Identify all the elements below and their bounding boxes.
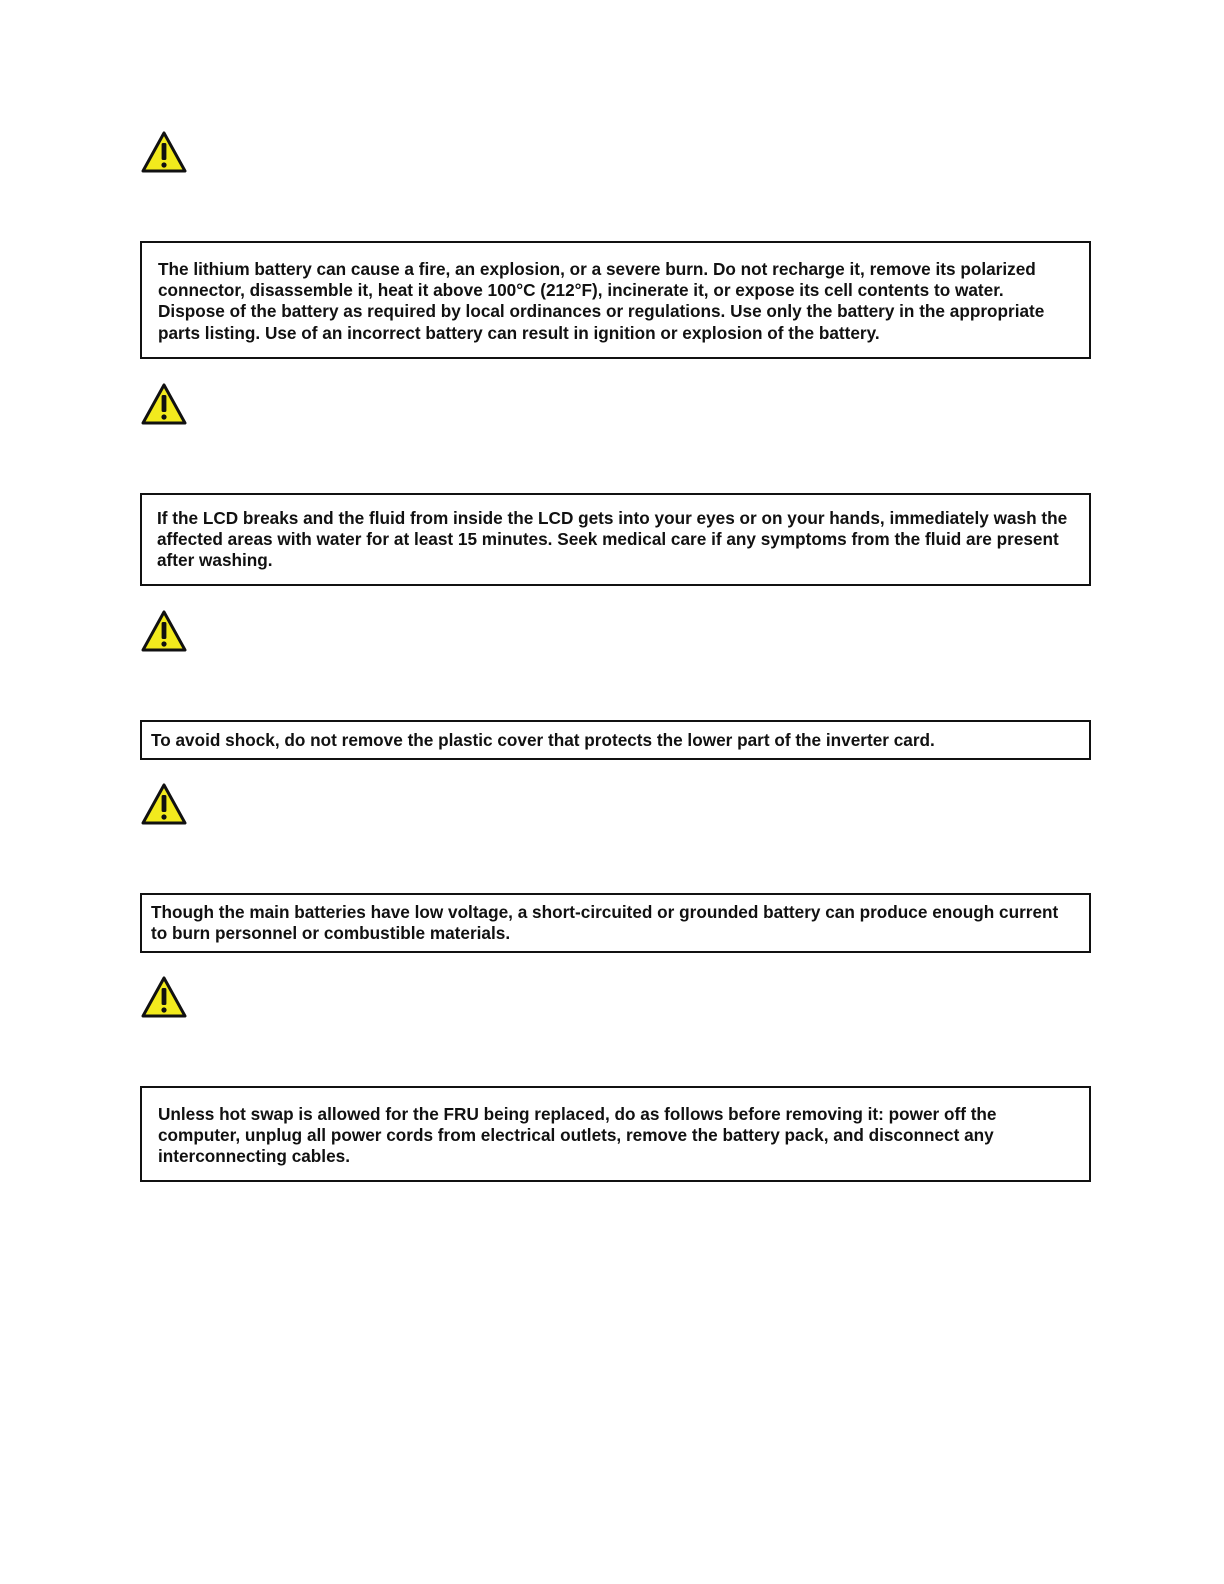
hot-swap-fru-caution-notice <box>140 1086 1091 1182</box>
lithium-battery-caution-notice <box>140 241 1091 359</box>
inverter-shock-caution-notice <box>140 720 1091 760</box>
notice-text: To avoid shock, do not remove the plastic cover that protects the lower part of the inverter card. <box>151 730 935 750</box>
notice-text: The lithium battery can cause a fire, an explosion, or a severe burn. Do not recharge it, remove its polarized connector, disassemble it, heat it above 100°C (212°F), incinerate it, or expose its cell contents to water. Dispose of the battery as required by local ordinances or regulations. Use only the battery in the appropriate parts listing. Use of an incorrect battery can result in ignition or explosion of the battery. <box>158 259 1045 343</box>
battery-short-circuit-caution-notice <box>140 893 1091 953</box>
caution-triangle-icon <box>141 610 187 652</box>
notice-text: Unless hot swap is allowed for the FRU being replaced, do as follows before removing it: power off the computer, unplug all power cords from electrical outlets, remove the battery pack, and disconnect any interconnecting cables. <box>158 1104 997 1167</box>
caution-triangle-icon <box>141 383 187 425</box>
lcd-fluid-caution-notice <box>140 493 1091 586</box>
caution-triangle-icon <box>141 783 187 825</box>
caution-triangle-icon <box>141 976 187 1018</box>
notice-text: If the LCD breaks and the fluid from inside the LCD gets into your eyes or on your hands, immediately wash the affected areas with water for at least 15 minutes. Seek medical care if any symptoms from the fluid are present after washing. <box>157 508 1068 571</box>
caution-triangle-icon <box>141 131 187 173</box>
notice-text: Though the main batteries have low voltage, a short-circuited or grounded battery can produce enough current to burn personnel or combustible materials. <box>151 902 1059 944</box>
